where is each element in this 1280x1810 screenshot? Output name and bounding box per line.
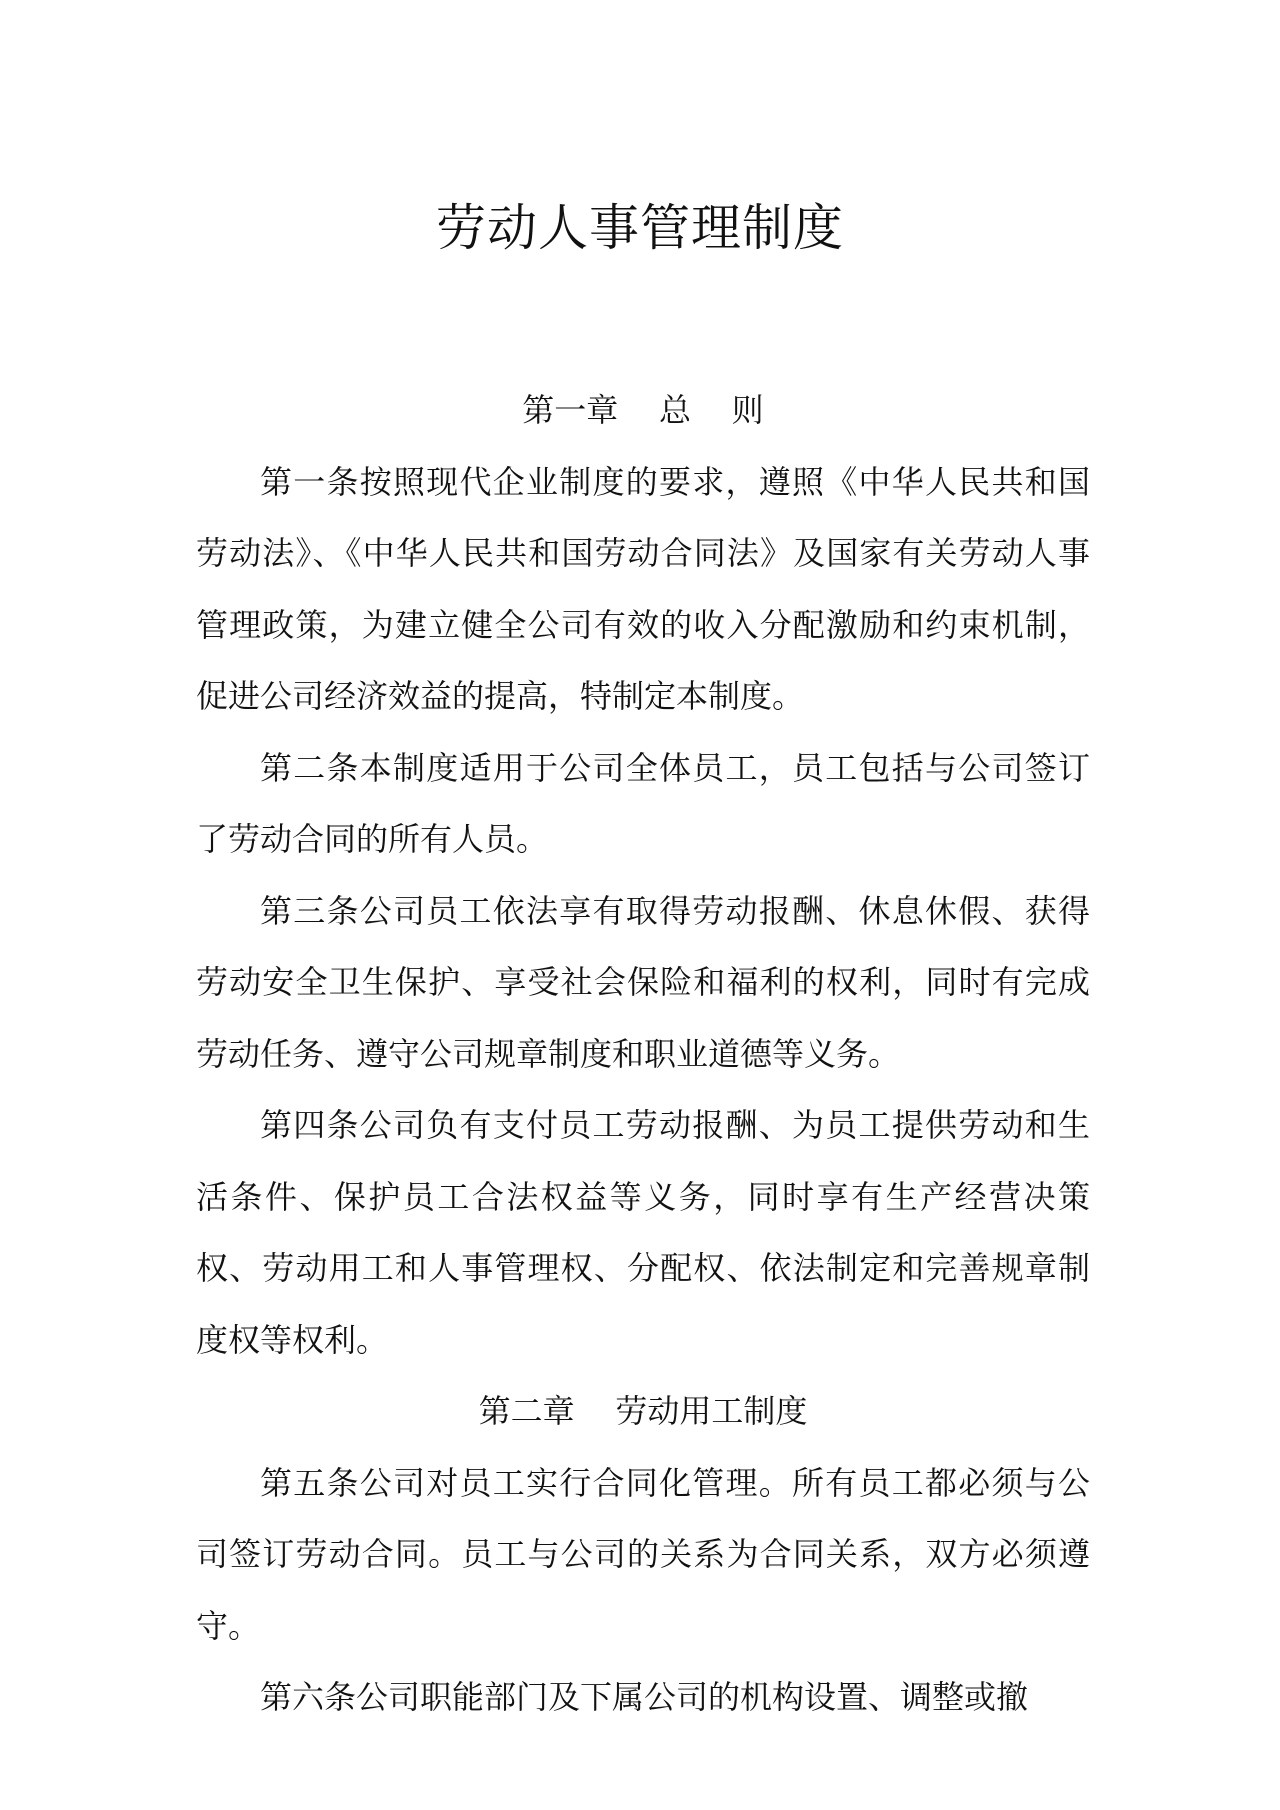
article-4: 第四条公司负有支付员工劳动报酬、为员工提供劳动和生活条件、保护员工合法权益等义务，同时享有生产经营决策权、劳动用工和人事管理权、分配权、依法制定和完善规章制度权等权利。	[196, 1106, 1090, 1359]
article-3: 第三条公司员工依法享有取得劳动报酬、休息休假、获得劳动安全卫生保护、享受社会保险和福利的权利，同时有完成劳动任务、遵守公司规章制度和职业道德等义务。	[196, 891, 1090, 1073]
chapter-2	[196, 1376, 1090, 1734]
article-2: 第二条本制度适用于公司全体员工，员工包括与公司签订了劳动合同的所有人员。	[196, 748, 1090, 858]
chapter-heading: 第二章 劳动用工制度	[478, 1392, 808, 1430]
chapter-heading: 第一章 总 则	[522, 391, 764, 429]
document-title: 劳动人事管理制度	[436, 199, 844, 257]
article-1: 第一条按照现代企业制度的要求，遵照《中华人民共和国劳动法》、《中华人民共和国劳动合同法》及国家有关劳动人事管理政策，为建立健全公司有效的收入分配激励和约束机制，促进公司经济效益的提高，特制定本制度。	[196, 462, 1090, 715]
article-5: 第五条公司对员工实行合同化管理。所有员工都必须与公司签订劳动合同。员工与公司的关系为合同关系，双方必须遵守。	[196, 1463, 1090, 1645]
chapter-1	[196, 375, 1090, 1376]
article-6: 第六条公司职能部门及下属公司的机构设置、调整或撤	[260, 1678, 1029, 1716]
document-body	[196, 375, 1090, 1734]
